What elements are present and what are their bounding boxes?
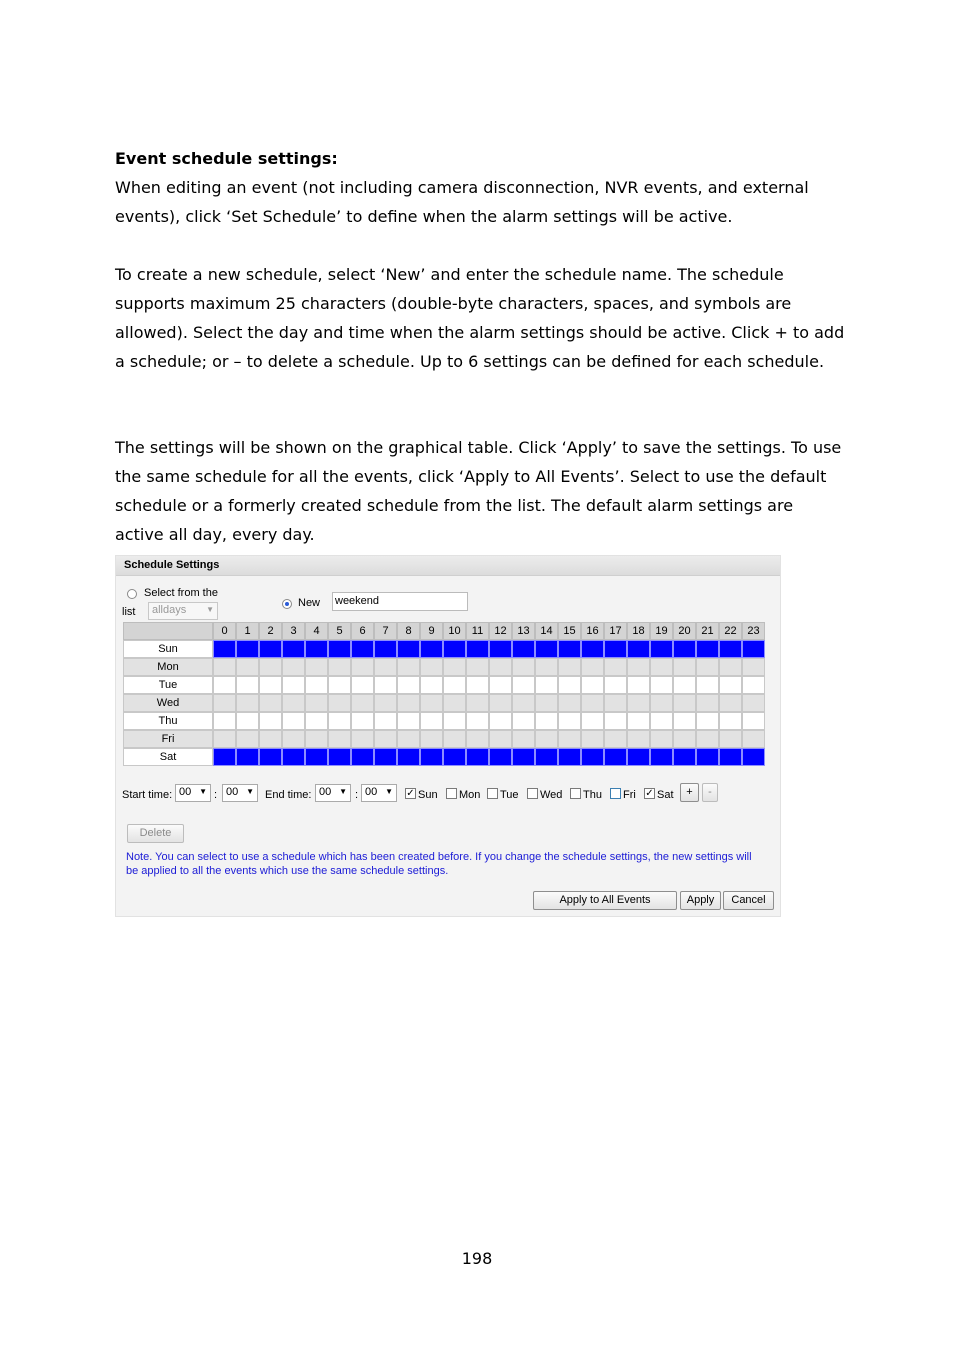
- start-minute-select[interactable]: [222, 784, 258, 802]
- day-label: Fri: [123, 730, 213, 748]
- schedule-cell[interactable]: [489, 640, 512, 658]
- schedule-cell[interactable]: [466, 694, 489, 712]
- schedule-cell[interactable]: [282, 640, 305, 658]
- schedule-cell[interactable]: [650, 640, 673, 658]
- schedule-cell[interactable]: [673, 730, 696, 748]
- schedule-cell[interactable]: [673, 676, 696, 694]
- checkbox-label-mon: Mon: [459, 789, 481, 801]
- schedule-grid: [123, 622, 767, 766]
- schedule-cell[interactable]: [581, 712, 604, 730]
- schedule-cell[interactable]: [305, 748, 328, 766]
- schedule-cell[interactable]: [742, 658, 765, 676]
- day-label: Wed: [123, 694, 213, 712]
- delete-button[interactable]: Delete: [127, 824, 184, 843]
- apply-to-all-events-button[interactable]: Apply to All Events: [533, 891, 677, 910]
- checkbox-label-fri: Fri: [623, 789, 636, 801]
- schedule-cell[interactable]: [604, 748, 627, 766]
- note-text: Note. You can select to use a schedule which has been created before. If you change the schedule settings, the new settings will be applied to all the events which use the same schedule settings.: [126, 851, 752, 877]
- schedule-row-sat: [123, 748, 767, 766]
- schedule-cell[interactable]: [512, 640, 535, 658]
- start-time-label: Start time:: [122, 789, 173, 801]
- schedule-cell[interactable]: [351, 658, 374, 676]
- hour-header: 0: [213, 622, 236, 640]
- checkbox-label-sat: Sat: [657, 789, 674, 801]
- schedule-cell[interactable]: [282, 658, 305, 676]
- schedule-cell[interactable]: [259, 712, 282, 730]
- schedule-cell[interactable]: [282, 748, 305, 766]
- hour-header: 2: [259, 622, 282, 640]
- schedule-cell[interactable]: [512, 712, 535, 730]
- schedule-cell[interactable]: [420, 658, 443, 676]
- schedule-cell[interactable]: [650, 676, 673, 694]
- schedule-cell[interactable]: [443, 748, 466, 766]
- schedule-row-wed: [123, 694, 767, 712]
- schedule-row-tue: [123, 676, 767, 694]
- schedule-cell[interactable]: [236, 676, 259, 694]
- schedule-cell[interactable]: [397, 712, 420, 730]
- schedule-cell[interactable]: [328, 640, 351, 658]
- schedule-cell[interactable]: [696, 712, 719, 730]
- schedule-cell[interactable]: [282, 712, 305, 730]
- schedule-cell[interactable]: [374, 658, 397, 676]
- hour-header: 3: [282, 622, 305, 640]
- schedule-cell[interactable]: [236, 640, 259, 658]
- chevron-down-icon: ▼: [385, 787, 393, 796]
- checkbox-thu[interactable]: [570, 788, 581, 799]
- schedule-row-thu: [123, 712, 767, 730]
- schedule-cell[interactable]: [305, 658, 328, 676]
- day-label: Sun: [123, 640, 213, 658]
- hour-header: 6: [351, 622, 374, 640]
- schedule-row-mon: [123, 658, 767, 676]
- schedule-cell[interactable]: [558, 748, 581, 766]
- page-number: 198: [461, 1249, 493, 1268]
- apply-button[interactable]: Apply: [680, 891, 721, 910]
- hour-header: 19: [650, 622, 673, 640]
- hour-header: 10: [443, 622, 466, 640]
- schedule-cell[interactable]: [236, 658, 259, 676]
- schedule-cell[interactable]: [558, 640, 581, 658]
- schedule-cell[interactable]: [259, 676, 282, 694]
- new-label: New: [298, 597, 321, 609]
- grid-corner: [123, 622, 213, 640]
- hour-header: 7: [374, 622, 397, 640]
- schedule-cell[interactable]: [328, 712, 351, 730]
- schedule-cell[interactable]: [420, 748, 443, 766]
- hour-header: 14: [535, 622, 558, 640]
- schedule-cell[interactable]: [581, 640, 604, 658]
- schedule-cell[interactable]: [420, 712, 443, 730]
- schedule-cell[interactable]: [397, 676, 420, 694]
- hour-header: 16: [581, 622, 604, 640]
- schedule-cell[interactable]: [696, 676, 719, 694]
- panel-title: Schedule Settings: [124, 559, 220, 571]
- schedule-cell[interactable]: [719, 730, 742, 748]
- schedule-cell[interactable]: [374, 712, 397, 730]
- hour-header: 21: [696, 622, 719, 640]
- chevron-down-icon: ▼: [246, 787, 254, 796]
- select-from-list-label: Select from the: [144, 587, 218, 599]
- end-hour-select[interactable]: [315, 784, 351, 802]
- schedule-cell[interactable]: [719, 658, 742, 676]
- select-from-list-label-2: list: [122, 606, 136, 618]
- schedule-cell[interactable]: [650, 748, 673, 766]
- schedule-cell[interactable]: [512, 676, 535, 694]
- checkbox-sun[interactable]: ✓: [406, 788, 415, 799]
- schedule-cell[interactable]: [673, 712, 696, 730]
- schedule-cell[interactable]: [420, 640, 443, 658]
- schedule-cell[interactable]: [742, 730, 765, 748]
- schedule-cell[interactable]: [535, 658, 558, 676]
- day-label: Tue: [123, 676, 213, 694]
- schedule-cell[interactable]: [558, 712, 581, 730]
- schedule-cell[interactable]: [489, 676, 512, 694]
- schedule-cell[interactable]: [236, 694, 259, 712]
- schedule-cell[interactable]: [466, 676, 489, 694]
- schedule-cell[interactable]: [236, 712, 259, 730]
- schedule-cell[interactable]: [213, 694, 236, 712]
- paragraph-intro: When editing an event (not including camera disconnection, NVR events, and external events), click ‘Set Schedule’ to define when the alarm settings will be active.: [115, 178, 809, 226]
- hour-header: 23: [742, 622, 765, 640]
- schedule-cell[interactable]: [558, 730, 581, 748]
- schedule-cell[interactable]: [213, 658, 236, 676]
- checkbox-label-sun: Sun: [418, 789, 438, 801]
- schedule-cell[interactable]: [512, 730, 535, 748]
- checkbox-label-wed: Wed: [540, 789, 563, 801]
- schedule-cell[interactable]: [650, 730, 673, 748]
- schedule-cell[interactable]: [581, 748, 604, 766]
- schedule-cell[interactable]: [351, 640, 374, 658]
- schedule-cell[interactable]: [466, 640, 489, 658]
- schedule-cell[interactable]: [259, 694, 282, 712]
- schedule-cell[interactable]: [420, 694, 443, 712]
- schedule-cell[interactable]: [397, 694, 420, 712]
- schedule-cell[interactable]: [742, 640, 765, 658]
- schedule-cell[interactable]: [696, 748, 719, 766]
- schedule-cell[interactable]: [259, 730, 282, 748]
- checkbox-mon[interactable]: [446, 788, 457, 799]
- schedule-cell[interactable]: [581, 730, 604, 748]
- paragraph-apply: The settings will be shown on the graphical table. Click ‘Apply’ to save the settings. To use the same schedule for all the events, click ‘Apply to All Events’. Select to use the default schedule or a formerly created schedule from the list. The default alarm settings are active all day, every day.: [115, 438, 842, 544]
- schedule-cell[interactable]: [719, 694, 742, 712]
- schedule-cell[interactable]: [328, 730, 351, 748]
- start-hour-select[interactable]: [175, 784, 211, 802]
- schedule-cell[interactable]: [328, 676, 351, 694]
- panel-header: [116, 556, 780, 576]
- schedule-cell[interactable]: [627, 658, 650, 676]
- schedule-cell[interactable]: [351, 694, 374, 712]
- hour-header: 1: [236, 622, 259, 640]
- schedule-cell[interactable]: [328, 658, 351, 676]
- schedule-cell[interactable]: [374, 748, 397, 766]
- schedule-cell[interactable]: [351, 748, 374, 766]
- schedule-cell[interactable]: [282, 730, 305, 748]
- hour-header: 15: [558, 622, 581, 640]
- start-minute-value: 00: [226, 786, 239, 798]
- colon-separator: :: [355, 789, 359, 801]
- schedule-cell[interactable]: [259, 640, 282, 658]
- schedule-cell[interactable]: [512, 748, 535, 766]
- schedule-cell[interactable]: [420, 730, 443, 748]
- schedule-cell[interactable]: [512, 694, 535, 712]
- schedule-cell[interactable]: [305, 730, 328, 748]
- schedule-cell[interactable]: [397, 658, 420, 676]
- schedule-cell[interactable]: [581, 676, 604, 694]
- schedule-cell[interactable]: [696, 640, 719, 658]
- schedule-cell[interactable]: [512, 658, 535, 676]
- schedule-cell[interactable]: [282, 694, 305, 712]
- schedule-cell[interactable]: [236, 748, 259, 766]
- chevron-down-icon: ▼: [339, 787, 347, 796]
- schedule-cell[interactable]: [742, 712, 765, 730]
- schedule-cell[interactable]: [374, 730, 397, 748]
- schedule-cell[interactable]: [489, 658, 512, 676]
- schedule-cell[interactable]: [719, 676, 742, 694]
- hour-header: 17: [604, 622, 627, 640]
- schedule-cell[interactable]: [650, 694, 673, 712]
- schedule-cell[interactable]: [627, 676, 650, 694]
- schedule-cell[interactable]: [466, 658, 489, 676]
- schedule-cell[interactable]: [259, 748, 282, 766]
- schedule-cell[interactable]: [558, 694, 581, 712]
- schedule-cell[interactable]: [604, 658, 627, 676]
- schedule-cell[interactable]: [374, 676, 397, 694]
- hour-header: 4: [305, 622, 328, 640]
- schedule-settings-panel: [115, 555, 781, 917]
- schedule-cell[interactable]: [673, 694, 696, 712]
- schedule-cell[interactable]: [305, 694, 328, 712]
- select-from-list-radio[interactable]: [127, 589, 137, 599]
- cancel-button[interactable]: Cancel: [723, 891, 774, 910]
- schedule-cell[interactable]: [650, 658, 673, 676]
- hour-header: 22: [719, 622, 742, 640]
- schedule-cell[interactable]: [535, 694, 558, 712]
- end-minute-select[interactable]: [361, 784, 397, 802]
- schedule-cell[interactable]: [443, 640, 466, 658]
- schedule-cell[interactable]: [581, 694, 604, 712]
- schedule-cell[interactable]: [558, 658, 581, 676]
- schedule-cell[interactable]: [466, 730, 489, 748]
- schedule-cell[interactable]: [443, 712, 466, 730]
- schedule-cell[interactable]: [489, 748, 512, 766]
- day-label: Mon: [123, 658, 213, 676]
- schedule-cell[interactable]: [489, 694, 512, 712]
- schedule-cell[interactable]: [604, 640, 627, 658]
- schedule-cell[interactable]: [696, 694, 719, 712]
- day-label: Thu: [123, 712, 213, 730]
- schedule-cell[interactable]: [696, 658, 719, 676]
- schedule-cell[interactable]: [535, 712, 558, 730]
- schedule-cell[interactable]: [213, 640, 236, 658]
- chevron-down-icon: ▼: [206, 605, 214, 614]
- schedule-cell[interactable]: [259, 658, 282, 676]
- schedule-cell[interactable]: [397, 640, 420, 658]
- schedule-cell[interactable]: [627, 640, 650, 658]
- schedule-cell[interactable]: [282, 676, 305, 694]
- schedule-row-sun: [123, 640, 767, 658]
- schedule-cell[interactable]: [489, 712, 512, 730]
- schedule-cell[interactable]: [397, 730, 420, 748]
- checkbox-wed[interactable]: [527, 788, 538, 799]
- schedule-cell[interactable]: [742, 676, 765, 694]
- checkbox-fri[interactable]: [610, 788, 621, 799]
- schedule-cell[interactable]: [374, 694, 397, 712]
- schedule-cell[interactable]: [627, 748, 650, 766]
- schedule-cell[interactable]: [604, 676, 627, 694]
- schedule-cell[interactable]: [627, 730, 650, 748]
- hour-header: 11: [466, 622, 489, 640]
- chevron-down-icon: ▼: [199, 787, 207, 796]
- end-hour-value: 00: [319, 786, 332, 798]
- schedule-cell[interactable]: [443, 676, 466, 694]
- schedule-cell[interactable]: [305, 712, 328, 730]
- schedule-cell[interactable]: [719, 640, 742, 658]
- schedule-cell[interactable]: [558, 676, 581, 694]
- end-time-label: End time:: [265, 789, 312, 801]
- schedule-cell[interactable]: [351, 730, 374, 748]
- schedule-cell[interactable]: [535, 676, 558, 694]
- schedule-name-input[interactable]: weekend: [332, 592, 468, 611]
- new-schedule-radio[interactable]: [282, 599, 292, 609]
- schedule-cell[interactable]: [236, 730, 259, 748]
- schedule-cell[interactable]: [305, 676, 328, 694]
- schedule-cell[interactable]: [535, 748, 558, 766]
- day-label: Sat: [123, 748, 213, 766]
- schedule-cell[interactable]: [604, 712, 627, 730]
- schedule-cell[interactable]: [719, 748, 742, 766]
- schedule-cell[interactable]: [305, 640, 328, 658]
- schedule-cell[interactable]: [328, 694, 351, 712]
- checkbox-sat[interactable]: ✓: [645, 788, 654, 799]
- checkbox-label-thu: Thu: [583, 789, 602, 801]
- schedule-cell[interactable]: [374, 640, 397, 658]
- hour-header: 12: [489, 622, 512, 640]
- end-minute-value: 00: [365, 786, 378, 798]
- schedule-cell[interactable]: [650, 712, 673, 730]
- hour-header: 13: [512, 622, 535, 640]
- schedule-cell[interactable]: [443, 730, 466, 748]
- schedule-cell[interactable]: [535, 730, 558, 748]
- schedule-list-select[interactable]: [148, 602, 218, 620]
- schedule-cell[interactable]: [466, 748, 489, 766]
- schedule-cell[interactable]: [719, 712, 742, 730]
- schedule-cell[interactable]: [604, 730, 627, 748]
- schedule-cell[interactable]: [742, 694, 765, 712]
- schedule-cell[interactable]: [397, 748, 420, 766]
- schedule-cell[interactable]: [351, 712, 374, 730]
- grid-header-row: [123, 622, 767, 640]
- schedule-cell[interactable]: [213, 730, 236, 748]
- hour-header: 20: [673, 622, 696, 640]
- section-heading: Event schedule settings:: [115, 149, 338, 168]
- schedule-cell[interactable]: [443, 694, 466, 712]
- schedule-cell[interactable]: [213, 712, 236, 730]
- checkbox-tue[interactable]: [487, 788, 498, 799]
- add-schedule-button[interactable]: +: [680, 783, 699, 802]
- schedule-cell[interactable]: [443, 658, 466, 676]
- schedule-cell[interactable]: [489, 730, 512, 748]
- schedule-cell[interactable]: [673, 658, 696, 676]
- schedule-cell[interactable]: [328, 748, 351, 766]
- schedule-cell[interactable]: [466, 712, 489, 730]
- hour-header: 8: [397, 622, 420, 640]
- schedule-row-fri: [123, 730, 767, 748]
- start-hour-value: 00: [179, 786, 192, 798]
- schedule-list-value: alldays: [152, 604, 187, 616]
- hour-header: 5: [328, 622, 351, 640]
- schedule-cell[interactable]: [420, 676, 443, 694]
- schedule-cell[interactable]: [604, 694, 627, 712]
- schedule-cell[interactable]: [581, 658, 604, 676]
- schedule-cell[interactable]: [673, 748, 696, 766]
- paragraph-create: To create a new schedule, select ‘New’ and enter the schedule name. The schedule supports maximum 25 characters (double-byte characters, spaces, and symbols are allowed). Select the day and time when the alarm settings should be active. Click + to add a schedule; or – to delete a schedule. Up to 6 settings can be defined for each schedule.: [115, 265, 845, 371]
- schedule-cell[interactable]: [742, 748, 765, 766]
- remove-schedule-button[interactable]: -: [702, 783, 718, 802]
- schedule-cell[interactable]: [627, 694, 650, 712]
- schedule-cell[interactable]: [673, 640, 696, 658]
- schedule-cell[interactable]: [213, 748, 236, 766]
- hour-header: 9: [420, 622, 443, 640]
- schedule-cell[interactable]: [627, 712, 650, 730]
- hour-header: 18: [627, 622, 650, 640]
- schedule-cell[interactable]: [351, 676, 374, 694]
- colon-separator: :: [214, 789, 218, 801]
- schedule-cell[interactable]: [535, 640, 558, 658]
- schedule-cell[interactable]: [213, 676, 236, 694]
- schedule-cell[interactable]: [696, 730, 719, 748]
- checkbox-label-tue: Tue: [500, 789, 519, 801]
